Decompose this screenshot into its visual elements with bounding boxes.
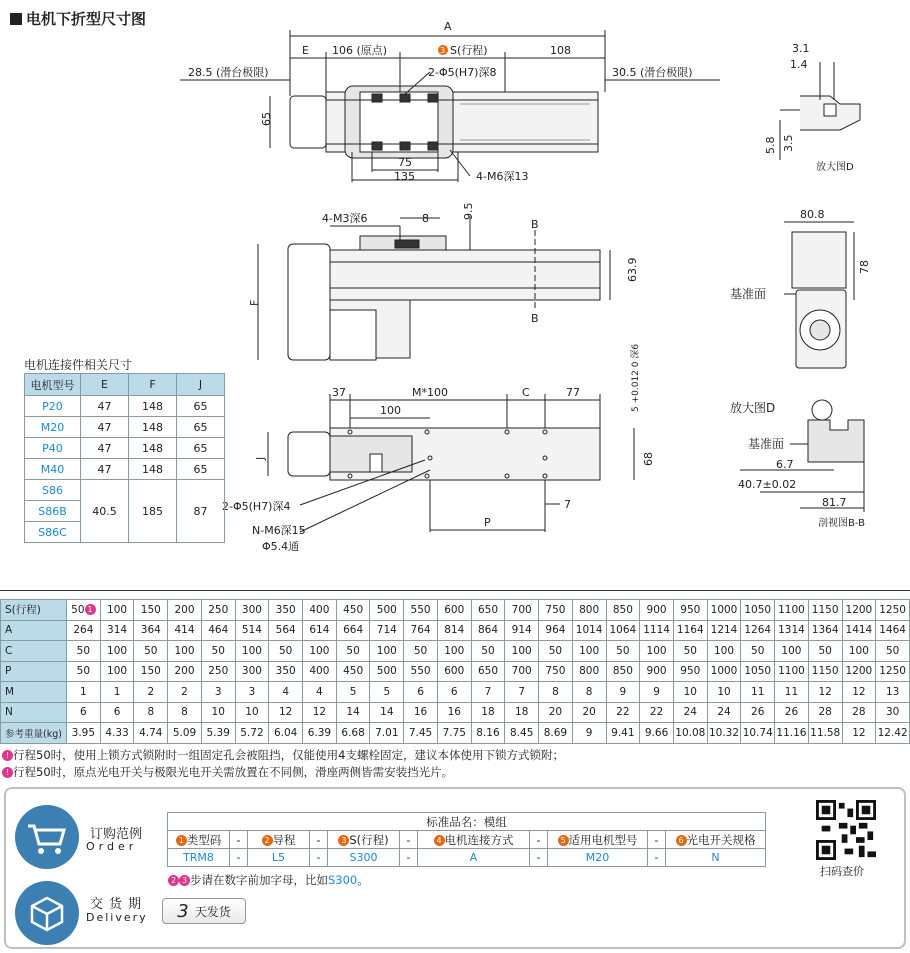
- dim-hole2: 2-Φ5(H7)深4: [222, 500, 291, 513]
- table-cell: 8.16: [471, 723, 505, 744]
- warning-icon: 1: [85, 604, 96, 615]
- table-cell: 1064: [606, 620, 640, 641]
- table-cell: 300: [235, 600, 269, 621]
- dim-6-7: 6.7: [776, 458, 794, 471]
- table-cell: 100: [437, 641, 471, 662]
- table-cell: 50 1: [67, 600, 101, 621]
- table-cell: 1: [67, 682, 101, 703]
- table-cell: 18: [505, 702, 539, 723]
- table-cell: 10: [235, 702, 269, 723]
- table-cell: 12: [808, 682, 842, 703]
- table-cell: 10.74: [741, 723, 775, 744]
- table-cell: 514: [235, 620, 269, 641]
- table-cell: 1264: [741, 620, 775, 641]
- table-cell: 11.16: [775, 723, 809, 744]
- dim-a: A: [444, 20, 452, 33]
- table-cell: 1114: [640, 620, 674, 641]
- bottom-view: [268, 394, 634, 532]
- section-b-bottom: B: [531, 312, 539, 325]
- order-note: 2 3 步请在数字前加字母，比如S300。: [168, 872, 369, 888]
- order-header-cell: 3 S(行程): [328, 831, 400, 849]
- dim-77: 77: [566, 386, 580, 399]
- table-cell: 250: [201, 661, 235, 682]
- table-cell: 3.95: [67, 723, 101, 744]
- table-cell: 7.75: [437, 723, 471, 744]
- table-cell: 850: [606, 661, 640, 682]
- order-value-cell: M20: [548, 849, 648, 867]
- table-cell: 100: [100, 600, 134, 621]
- table-cell: 100: [775, 641, 809, 662]
- table-cell: 700: [505, 661, 539, 682]
- table-cell: 50: [67, 661, 101, 682]
- table-cell: 50: [134, 641, 168, 662]
- table-cell: 600: [437, 600, 471, 621]
- table-cell: 100: [168, 641, 202, 662]
- table-cell: 600: [437, 661, 471, 682]
- table-cell: 7.45: [404, 723, 438, 744]
- table-cell: 350: [269, 661, 303, 682]
- section-caption: 剖视图B-B: [818, 518, 865, 529]
- table-cell: 3: [201, 682, 235, 703]
- dim-9-5: 9.5: [462, 202, 475, 220]
- spec-table: [0, 599, 910, 744]
- table-cell: 100: [707, 641, 741, 662]
- dim-63-9: 63.9: [626, 257, 639, 282]
- table-cell: 13: [876, 682, 910, 703]
- table-row: [1, 682, 910, 703]
- table-cell: 150: [134, 661, 168, 682]
- table-cell: 1364: [808, 620, 842, 641]
- dim-thru: Φ5.4通: [262, 540, 300, 553]
- detail-d-label: 放大图D: [730, 401, 776, 415]
- dim-m100: M*100: [412, 386, 448, 399]
- table-cell: 764: [404, 620, 438, 641]
- table-row: [1, 600, 910, 621]
- table-cell: 1200: [842, 661, 876, 682]
- table-cell: 2: [134, 682, 168, 703]
- dim-1-4: 1.4: [790, 58, 808, 71]
- table-cell: 50: [741, 641, 775, 662]
- dim-75: 75: [398, 156, 412, 169]
- table-row: [1, 723, 910, 744]
- table-cell: 50: [539, 641, 573, 662]
- dim-37: 37: [332, 386, 346, 399]
- table-cell: 1100: [775, 661, 809, 682]
- table-cell: 22: [606, 702, 640, 723]
- table-cell: 6: [404, 682, 438, 703]
- note-1: ! 行程50时，使用上锁方式锁附时一组固定孔会被阻挡，仅能使用4支螺栓固定，建议本体使用下锁方式锁附；: [2, 747, 564, 763]
- table-cell: 914: [505, 620, 539, 641]
- table-cell: 7: [471, 682, 505, 703]
- table-cell: 6: [437, 682, 471, 703]
- table-row: [1, 641, 910, 662]
- table-cell: 1164: [673, 620, 707, 641]
- table-cell: 100: [235, 641, 269, 662]
- table-cell: 50: [606, 641, 640, 662]
- table-cell: 550: [404, 600, 438, 621]
- table-cell: 4.33: [100, 723, 134, 744]
- table-cell: 100: [640, 641, 674, 662]
- order-header-cell: 5 适用电机型号: [548, 831, 648, 849]
- table-row: M20 47 148 65: [25, 417, 225, 438]
- table-cell: 100: [303, 641, 337, 662]
- table-cell: 8.69: [539, 723, 573, 744]
- table-cell: 900: [640, 600, 674, 621]
- table-cell: 5.72: [235, 723, 269, 744]
- table-cell: 1050: [741, 661, 775, 682]
- table-row: S86C: [25, 522, 225, 543]
- table-cell: 20: [572, 702, 606, 723]
- dim-j: J: [254, 456, 267, 460]
- motor-table-title: 电机连接件相关尺寸: [24, 358, 133, 372]
- table-cell: 50: [67, 641, 101, 662]
- table-cell: 12.42: [876, 723, 910, 744]
- delivery-box-icon: [14, 880, 80, 946]
- warning-icon: !: [2, 750, 13, 761]
- order-header-cell: 1 类型码: [168, 831, 230, 849]
- dim-n6: N-M6深15: [252, 524, 306, 537]
- table-row: [1, 702, 910, 723]
- table-row: P40 47 148 65: [25, 438, 225, 459]
- table-cell: 564: [269, 620, 303, 641]
- motor-header-f: F: [129, 374, 177, 396]
- dim-135: 135: [394, 170, 415, 183]
- order-value-cell: N: [666, 849, 766, 867]
- table-cell: 550: [404, 661, 438, 682]
- table-cell: 800: [572, 600, 606, 621]
- table-cell: 50: [269, 641, 303, 662]
- table-cell: 400: [303, 600, 337, 621]
- table-cell: 200: [168, 661, 202, 682]
- table-cell: 500: [370, 661, 404, 682]
- table-row: M40 47 148 65: [25, 459, 225, 480]
- table-cell: 1414: [842, 620, 876, 641]
- dash-separator: -: [310, 849, 328, 867]
- table-row: P20 47 148 65: [25, 396, 225, 417]
- order-value-cell: A: [418, 849, 530, 867]
- table-cell: 864: [471, 620, 505, 641]
- dim-3-5: 3.5: [782, 134, 795, 152]
- table-cell: 8: [168, 702, 202, 723]
- table-cell: 50: [876, 641, 910, 662]
- table-cell: 1150: [808, 661, 842, 682]
- table-cell: 100: [505, 641, 539, 662]
- table-cell: 1050: [741, 600, 775, 621]
- table-cell: 150: [134, 600, 168, 621]
- table-cell: 850: [606, 600, 640, 621]
- table-cell: 800: [572, 661, 606, 682]
- table-cell: 6.39: [303, 723, 337, 744]
- order-value-cell: L5: [248, 849, 310, 867]
- dim-8: 8: [422, 212, 429, 225]
- table-cell: 200: [168, 600, 202, 621]
- table-cell: 10.08: [673, 723, 707, 744]
- dim-right-limit: 30.5 (滑台极限): [612, 66, 693, 79]
- table-cell: 26: [775, 702, 809, 723]
- order-label-en: Order: [86, 840, 138, 853]
- delivery-label-en: Delivery: [86, 911, 148, 924]
- delivery-badge: 3 天发货: [162, 898, 246, 924]
- table-cell: 8: [572, 682, 606, 703]
- table-cell: 12: [303, 702, 337, 723]
- dim-3-1: 3.1: [792, 42, 810, 55]
- side-view: [258, 216, 610, 360]
- table-cell: 10: [707, 682, 741, 703]
- table-cell: 100: [572, 641, 606, 662]
- table-cell: 264: [67, 620, 101, 641]
- order-header-cell: 2 导程: [248, 831, 310, 849]
- table-cell: 50: [471, 641, 505, 662]
- row-label: S(行程): [1, 600, 67, 621]
- table-cell: 9.66: [640, 723, 674, 744]
- table-cell: 2: [168, 682, 202, 703]
- row-label: A: [1, 620, 67, 641]
- dim-65: 65: [260, 112, 273, 126]
- dim-tolerance: 5 +0.012 0 深6: [631, 343, 641, 412]
- table-cell: 1250: [876, 661, 910, 682]
- row-label: P: [1, 661, 67, 682]
- table-cell: 1214: [707, 620, 741, 641]
- table-cell: 900: [640, 661, 674, 682]
- dim-100: 100: [380, 404, 401, 417]
- table-cell: 10: [673, 682, 707, 703]
- table-cell: 12: [842, 682, 876, 703]
- table-cell: 1: [100, 682, 134, 703]
- table-cell: 4: [303, 682, 337, 703]
- order-header-cell: 4 电机连接方式: [418, 831, 530, 849]
- order-value-cell: S300: [328, 849, 400, 867]
- table-row: S86B: [25, 501, 225, 522]
- table-row: S86 40.5 185 87: [25, 480, 225, 501]
- qr-code-icon[interactable]: [816, 800, 876, 860]
- row-label: C: [1, 641, 67, 662]
- table-cell: 9: [572, 723, 606, 744]
- order-header-cell: 6 光电开关规格: [666, 831, 766, 849]
- cart-icon: [14, 804, 80, 870]
- order-table-title: 标准品名：模组: [168, 813, 766, 831]
- table-cell: 1100: [775, 600, 809, 621]
- end-view: [784, 222, 854, 368]
- table-cell: 8.45: [505, 723, 539, 744]
- table-cell: 7: [505, 682, 539, 703]
- table-cell: 750: [539, 600, 573, 621]
- table-cell: 24: [707, 702, 741, 723]
- table-cell: 5.39: [201, 723, 235, 744]
- table-cell: 650: [471, 661, 505, 682]
- table-cell: 22: [640, 702, 674, 723]
- table-cell: 11.58: [808, 723, 842, 744]
- order-table: [167, 812, 766, 867]
- table-cell: 350: [269, 600, 303, 621]
- table-cell: 1014: [572, 620, 606, 641]
- qr-label: 扫码查价: [820, 865, 864, 878]
- table-cell: 1150: [808, 600, 842, 621]
- note-2: ! 行程50时，原点光电开关与极限光电开关需放置在不同侧，滑座两侧皆需安装挡光片。: [2, 764, 453, 780]
- table-cell: 700: [505, 600, 539, 621]
- ref-surface-2: 基准面: [748, 437, 785, 451]
- table-cell: 30: [876, 702, 910, 723]
- table-cell: 11: [775, 682, 809, 703]
- table-cell: 750: [539, 661, 573, 682]
- table-cell: 12: [842, 723, 876, 744]
- table-cell: 450: [336, 661, 370, 682]
- row-label: 参考重量(kg): [1, 723, 67, 744]
- table-cell: 14: [336, 702, 370, 723]
- table-row: [1, 661, 910, 682]
- table-cell: 364: [134, 620, 168, 641]
- dash-separator: -: [310, 831, 328, 849]
- dim-origin: 106 (原点): [332, 44, 388, 57]
- table-cell: 6: [67, 702, 101, 723]
- dim-c: C: [522, 386, 530, 399]
- motor-table: [24, 373, 225, 543]
- detail-d-caption: 放大图D: [816, 162, 854, 173]
- table-cell: 8: [539, 682, 573, 703]
- table-cell: 1000: [707, 661, 741, 682]
- table-cell: 100: [100, 661, 134, 682]
- svg-text:3: 3: [440, 46, 446, 55]
- dash-separator: -: [400, 849, 418, 867]
- table-cell: 10: [201, 702, 235, 723]
- dim-stroke: S(行程): [450, 44, 488, 57]
- table-cell: 24: [673, 702, 707, 723]
- table-cell: 16: [437, 702, 471, 723]
- dim-p: P: [484, 516, 491, 529]
- delivery-label: 交货期: [90, 897, 148, 912]
- table-cell: 300: [235, 661, 269, 682]
- dash-separator: -: [230, 849, 248, 867]
- table-cell: 50: [673, 641, 707, 662]
- motor-header-e: E: [81, 374, 129, 396]
- dim-hole1: 2-Φ5(H7)深8: [428, 66, 497, 79]
- row-label: N: [1, 702, 67, 723]
- table-cell: 500: [370, 600, 404, 621]
- dim-f: F: [248, 299, 261, 306]
- table-cell: 1000: [707, 600, 741, 621]
- table-cell: 11: [741, 682, 775, 703]
- table-cell: 1314: [775, 620, 809, 641]
- dim-108: 108: [550, 44, 571, 57]
- table-cell: 5.09: [168, 723, 202, 744]
- table-cell: 7.01: [370, 723, 404, 744]
- table-cell: 18: [471, 702, 505, 723]
- motor-header-j: J: [177, 374, 225, 396]
- ref-surface-1: 基准面: [730, 287, 767, 301]
- dash-separator: -: [648, 849, 666, 867]
- dim-80-8: 80.8: [800, 208, 825, 221]
- table-cell: 10.32: [707, 723, 741, 744]
- dim-left-limit: 28.5 (滑台极限): [188, 66, 269, 79]
- table-cell: 5: [336, 682, 370, 703]
- table-cell: 1250: [876, 600, 910, 621]
- table-cell: 50: [201, 641, 235, 662]
- table-cell: 3: [235, 682, 269, 703]
- table-cell: 664: [336, 620, 370, 641]
- table-cell: 26: [741, 702, 775, 723]
- dim-81-7: 81.7: [822, 496, 847, 509]
- table-cell: 414: [168, 620, 202, 641]
- table-cell: 28: [842, 702, 876, 723]
- table-cell: 5: [370, 682, 404, 703]
- table-cell: 100: [842, 641, 876, 662]
- table-cell: 50: [404, 641, 438, 662]
- table-cell: 450: [336, 600, 370, 621]
- table-cell: 4.74: [134, 723, 168, 744]
- dim-7: 7: [564, 498, 571, 511]
- table-cell: 9: [606, 682, 640, 703]
- dim-5-8: 5.8: [764, 136, 777, 154]
- dim-m3: 4-M3深6: [322, 212, 368, 225]
- dim-68: 68: [642, 452, 655, 466]
- table-cell: 6: [100, 702, 134, 723]
- dash-separator: -: [400, 831, 418, 849]
- table-cell: 12: [269, 702, 303, 723]
- table-cell: 614: [303, 620, 337, 641]
- table-cell: 6.04: [269, 723, 303, 744]
- table-cell: 250: [201, 600, 235, 621]
- dash-separator: -: [648, 831, 666, 849]
- table-cell: 20: [539, 702, 573, 723]
- table-cell: 400: [303, 661, 337, 682]
- table-cell: 814: [437, 620, 471, 641]
- table-cell: 9: [640, 682, 674, 703]
- dim-40-7: 40.7±0.02: [738, 478, 797, 491]
- dash-separator: -: [530, 831, 548, 849]
- order-label: 订购范例: [90, 827, 143, 842]
- table-row: [1, 620, 910, 641]
- table-cell: 650: [471, 600, 505, 621]
- table-cell: 50: [336, 641, 370, 662]
- table-cell: 964: [539, 620, 573, 641]
- table-cell: 314: [100, 620, 134, 641]
- table-cell: 714: [370, 620, 404, 641]
- page-title: 电机下折型尺寸图: [10, 8, 146, 29]
- dim-e: E: [302, 44, 309, 57]
- table-cell: 9.41: [606, 723, 640, 744]
- dash-separator: -: [530, 849, 548, 867]
- table-cell: 464: [201, 620, 235, 641]
- divider: [0, 590, 910, 591]
- table-cell: 1464: [876, 620, 910, 641]
- table-cell: 100: [370, 641, 404, 662]
- dim-m6: 4-M6深13: [476, 170, 529, 183]
- dash-separator: -: [230, 831, 248, 849]
- table-cell: 50: [808, 641, 842, 662]
- table-cell: 8: [134, 702, 168, 723]
- dim-78: 78: [858, 260, 871, 274]
- table-cell: 28: [808, 702, 842, 723]
- warning-icon: !: [2, 767, 13, 778]
- table-cell: 14: [370, 702, 404, 723]
- order-value-cell: TRM8: [168, 849, 230, 867]
- table-cell: 4: [269, 682, 303, 703]
- motor-header-model: 电机型号: [25, 374, 81, 396]
- table-cell: 16: [404, 702, 438, 723]
- table-cell: 950: [673, 600, 707, 621]
- table-cell: 100: [100, 641, 134, 662]
- table-cell: 6.68: [336, 723, 370, 744]
- table-cell: 1200: [842, 600, 876, 621]
- table-cell: 950: [673, 661, 707, 682]
- section-b-top: B: [531, 218, 539, 231]
- row-label: M: [1, 682, 67, 703]
